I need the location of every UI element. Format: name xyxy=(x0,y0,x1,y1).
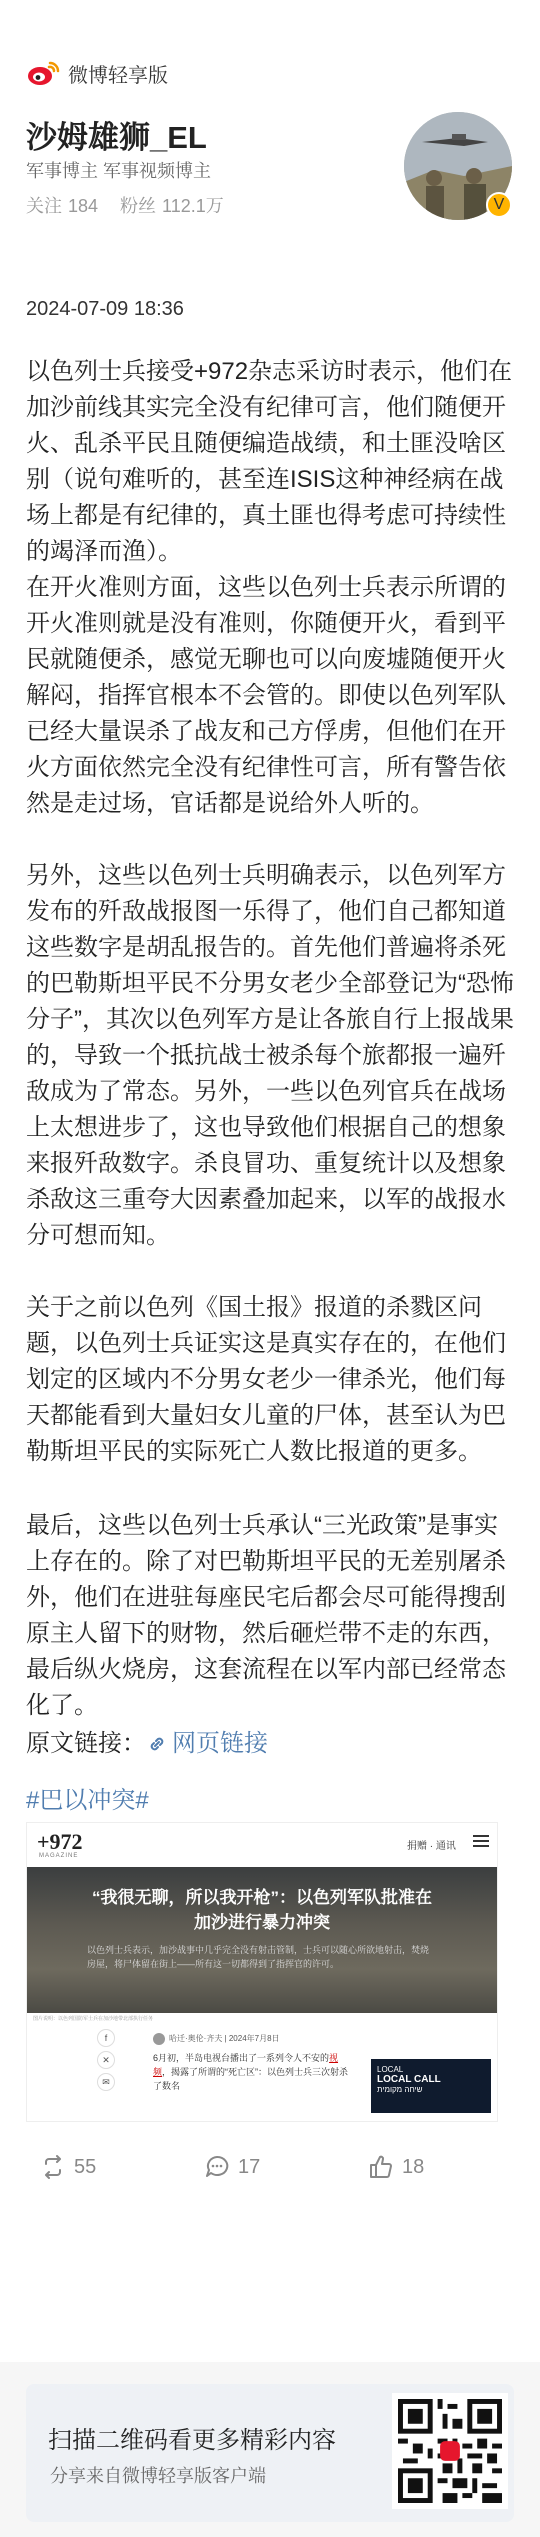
post-paragraph: 在开火准则方面，这些以色列士兵表示所谓的开火准则就是没有准则，你随便开火，看到平民就随便杀，感觉无聊也可以向废墟随便开火解闷，指挥官根本不会管的。即使以色列军队已经大量误杀了战友和己方俘虏，但他们在开火方面依然完全没有纪律性可言，所有警告依然是走过场，官话都是说给外人听的。 xyxy=(26,574,506,817)
facebook-icon: f xyxy=(97,2029,115,2047)
followers-count[interactable]: 112.1万 xyxy=(162,196,224,216)
link-icon xyxy=(146,1733,168,1755)
preview-description: 以色列士兵表示，加沙战事中几乎完全没有射击管制，士兵可以随心所欲地射击，焚烧房屋，将尸体留在街上——所有这一切都得到了指挥官的许可。 xyxy=(87,1945,430,1969)
post-date: 2024-07-09 18:36 xyxy=(26,298,184,320)
app-brand[interactable] xyxy=(26,58,168,88)
preview-logo-sub: MAGAZINE xyxy=(39,1853,79,1859)
web-link[interactable] xyxy=(146,1730,268,1757)
repost-count: 55 xyxy=(74,2155,97,2178)
preview-author-text: 哈迁·奥伦·齐夫 | 2024年7月8日 xyxy=(169,2034,280,2044)
preview-ad xyxy=(371,2059,491,2113)
thumbs-up-icon xyxy=(368,2154,394,2180)
preview-nav: 捐赠 · 通讯 xyxy=(407,1841,456,1852)
qr-code-image xyxy=(398,2399,502,2503)
qr-promo-subtitle: 分享来自微博轻享版客户端 xyxy=(50,2466,266,2486)
comment-button[interactable] xyxy=(204,2154,260,2180)
preview-title: “我很无聊，所以我开枪”：以色列军队批准在加沙进行暴力冲突 xyxy=(92,1888,432,1932)
post-paragraph: 以色列士兵接受+972杂志采访时表示，他们在加沙前线其实完全没有纪律可言，他们随便开火、乱杀平民且随便编造战绩，和土匪没啥区别（说句难听的，甚至连ISIS这种神经病在战场上都是有纪律的，真土匪也得考虑可持续性的竭泽而渔）。 xyxy=(26,358,513,565)
preview-header xyxy=(27,1823,498,1863)
author-avatar xyxy=(153,2033,165,2045)
preview-share-icons xyxy=(97,2029,119,2095)
followers-label: 粉丝 xyxy=(120,196,157,216)
preview-body-link: 视频 xyxy=(153,2053,339,2077)
repost-button[interactable] xyxy=(40,2154,96,2180)
preview-logo: +972 xyxy=(37,1829,83,1854)
following-label: 关注 xyxy=(26,196,62,216)
username[interactable]: 沙姆雄狮_EL xyxy=(26,120,207,155)
source-label: 原文链接： xyxy=(26,1730,146,1757)
twitter-icon: ✕ xyxy=(97,2051,115,2069)
weibo-logo-icon xyxy=(26,59,60,87)
verified-badge-icon: V xyxy=(486,192,512,218)
preview-body xyxy=(153,2051,353,2093)
email-icon: ✉ xyxy=(97,2073,115,2091)
like-count: 18 xyxy=(402,2155,425,2178)
link-preview-card[interactable] xyxy=(26,1822,498,2122)
post-paragraph: 最后，这些以色列士兵承认“三光政策”是事实上存在的。除了对巴勒斯坦平民的无差别屠杀外，他们在进驻每座民宅后都会尽可能得搜刮原主人留下的财物，然后砸烂带不走的东西，最后纵火烧房，这套流程在以军内部已经常态化了。 xyxy=(26,1512,506,1719)
qr-promo-title: 扫描二维码看更多精彩内容 xyxy=(48,2427,336,2454)
post-paragraph: 关于之前以色列《国土报》报道的杀戮区问题，以色列士兵证实这是真实存在的，在他们划定的区域内不分男女老少一律杀光，他们每天都能看到大量妇女儿童的尸体，甚至认为巴勒斯坦平民的实际死亡人数比报道的更多。 xyxy=(26,1294,506,1465)
like-button[interactable] xyxy=(368,2154,424,2180)
web-link-label: 网页链接 xyxy=(172,1730,268,1757)
preview-author xyxy=(153,2033,280,2045)
repost-icon xyxy=(40,2154,66,2180)
ad-tag: LOCAL xyxy=(377,2065,404,2074)
following-count[interactable]: 184 xyxy=(68,196,99,216)
user-tags: 军事博主 军事视频博主 xyxy=(26,161,211,181)
ad-subtitle: שיחה מקומית xyxy=(377,2085,423,2094)
qr-code-icon xyxy=(392,2393,508,2509)
hashtag[interactable]: #巴以冲突# xyxy=(26,1787,149,1814)
post-paragraph: 另外，这些以色列士兵明确表示，以色列军方发布的歼敌战报图一乐得了，他们自己都知道这些数字是胡乱报告的。首先他们普遍将杀死的巴勒斯坦平民不分男女老少全部登记为“恐怖分子”，其次以色列军方是让各旅自行上报战果的，导致一个抵抗战士被杀每个旅都报一遍歼敌成为了常态。另外，一些以色列官兵在战场上太想进步了，这也导致他们根据自己的想象来报歼敌数字。杀良冒功、重复统计以及想象杀敌这三重夸大因素叠加起来，以军的战报水分可想而知。 xyxy=(26,862,514,1249)
preview-body-1: 6月初，半岛电视台播出了一系列令人不安的 xyxy=(153,2053,330,2063)
user-stats xyxy=(26,192,246,218)
comment-icon xyxy=(204,2154,230,2180)
source-link-row xyxy=(26,1726,268,1762)
ad-title: LOCAL CALL xyxy=(377,2074,441,2085)
preview-caption: 图片说明：以色列国防军士兵在加沙地带北部执行任务 xyxy=(33,2016,154,2022)
comment-count: 17 xyxy=(238,2155,261,2178)
app-brand-label: 微博轻享版 xyxy=(68,64,168,87)
menu-icon xyxy=(473,1835,489,1847)
preview-body-2: ，揭露了所谓的“死亡区”：以色列士兵三次射杀了数名 xyxy=(153,2067,349,2091)
